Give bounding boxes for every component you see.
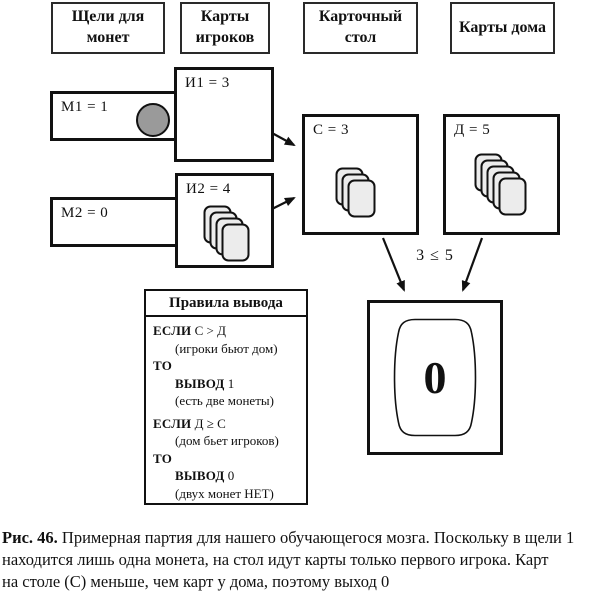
card-stack-icon: [474, 153, 528, 217]
caption-line: на столе (С) меньше, чем карт у дома, поэтому выход 0: [2, 572, 390, 591]
header-coin-slots: [51, 2, 165, 54]
coin-slot-2-box: [50, 197, 178, 247]
card-icon: [500, 179, 526, 215]
card-icon: [223, 225, 249, 261]
output-box: [367, 300, 503, 455]
card-icon: [349, 181, 375, 217]
house-cards-label: Д = 5: [454, 122, 491, 138]
header-coin-slots-label: Щели для монет: [71, 8, 145, 46]
rule-line: ЕСЛИ Д ≥ С: [153, 415, 226, 431]
rules-title: Правила вывода: [146, 291, 306, 317]
rule-line: ВЫВОД 0: [175, 468, 235, 483]
player-1-cards-box: [174, 67, 274, 162]
player-2-cards-box: [175, 173, 274, 268]
player-2-cards-label: И2 = 4: [186, 181, 231, 197]
arrow-player1-to-table: [272, 133, 294, 145]
header-house-cards-label: Карты дома: [458, 18, 546, 36]
player-1-cards-label: И1 = 3: [185, 75, 230, 91]
arrow-table-to-output: [383, 238, 404, 290]
caption-line: находится лишь одна монета, на стол идут карты только первого игрока. Карт: [2, 550, 549, 569]
inference-rules-box: [144, 289, 308, 505]
header-card-table-label: Карточный стол: [318, 8, 403, 46]
coin-slot-1-box: [50, 91, 179, 141]
coin-slot-1-label: М1 = 1: [61, 99, 109, 115]
header-player-cards-label: Карты игроков: [195, 8, 255, 46]
rule-line: ВЫВОД 1: [175, 375, 235, 391]
header-card-table: [303, 2, 418, 54]
arrow-player2-to-table: [272, 198, 294, 209]
house-cards-box: [443, 114, 560, 235]
card-stack-icon: [203, 205, 251, 263]
header-house-cards: [450, 2, 555, 54]
rule-line: ТО: [153, 450, 173, 466]
output-bead: [392, 318, 478, 437]
card-stack-icon: [335, 167, 377, 219]
figure-caption: [2, 527, 608, 593]
output-value: 0: [423, 352, 447, 403]
card-table-box: [302, 114, 419, 235]
header-player-cards: [180, 2, 270, 54]
coin-icon: [136, 103, 170, 137]
card-table-label: С = 3: [313, 122, 349, 138]
rule-line: ЕСЛИ С > Д: [153, 323, 226, 338]
rule-line: ТО: [153, 358, 173, 373]
rule-line: (игроки бьют дом): [175, 340, 278, 356]
rule-line: (двух монет НЕТ): [175, 485, 274, 501]
rule-line: (есть две монеты): [175, 393, 274, 408]
coin-slot-2-label: М2 = 0: [61, 205, 109, 221]
rule-line: (дом бьет игроков): [175, 433, 279, 448]
caption-line: Рис. 46. Примерная партия для нашего обучающегося мозга. Поскольку в щели 1: [2, 528, 575, 547]
comparison-label: 3 ≤ 5: [416, 247, 454, 264]
rules-body: [146, 317, 306, 502]
